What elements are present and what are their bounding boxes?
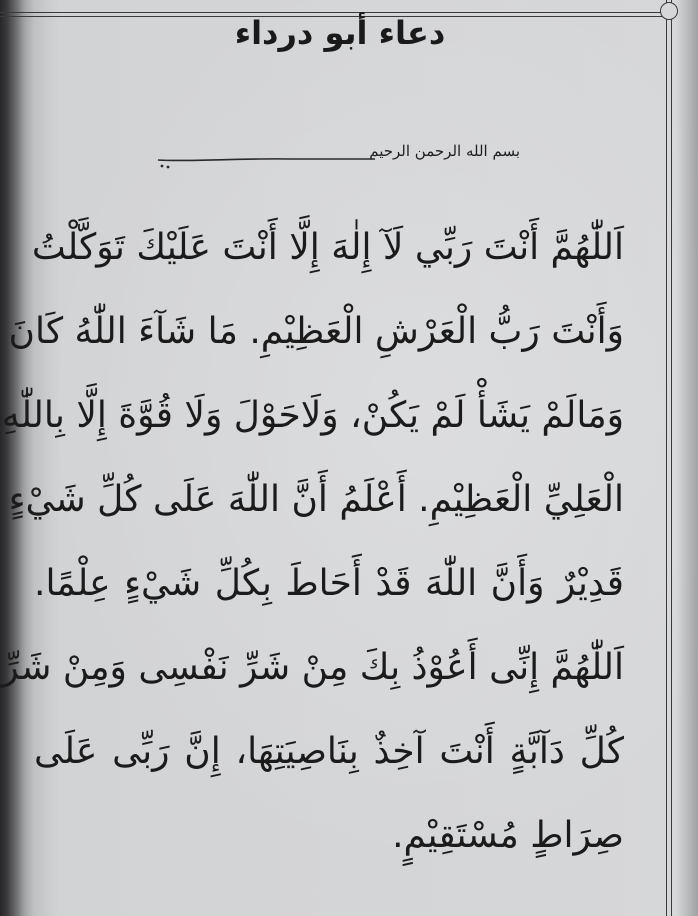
dua-line: الْعَلِيِّ الْعَظِيْمِ. أَعْلَمُ أَنَّ اللّٰهَ عَلَى كُلِّ شَيْءٍ (8, 479, 624, 520)
basmala-calligraphy (150, 136, 520, 176)
dua-line: صِرَاطٍ مُسْتَقِيْمٍ. (392, 815, 624, 856)
basmala-text: بسم الله الرحمن الرحيم (369, 142, 520, 160)
dua-line: وَأَنْتَ رَبُّ الْعَرْشِ الْعَظِيْمِ. مَا شَآءَ اللّٰهُ كَانَ (8, 311, 624, 352)
dua-line: قَدِيْرٌ وَأَنَّ اللّٰهَ قَدْ أَحَاطَ بِكُلِّ شَيْءٍ عِلْمًا. (34, 563, 624, 604)
dua-line: كُلِّ دَآبَّةٍ أَنْتَ آخِذٌ بِنَاصِيَتِهَا، إِنَّ رَبِّى عَلَى (34, 731, 624, 772)
page-border-right (666, 0, 672, 916)
page-edge-shadow (676, 0, 698, 916)
dua-line: اَللّٰهُمَّ إِنِّى أَعُوْذُ بِكَ مِنْ شَرِّ نَفْسِى وَمِنْ شَرِّ (1, 647, 624, 688)
dua-line: اَللّٰهُمَّ أَنْتَ رَبِّي لَآ إِلٰهَ إِلَّا أَنْتَ عَلَيْكَ تَوَكَّلْتُ (31, 227, 624, 268)
page-title: دعاء أبو درداء (234, 14, 446, 52)
dua-line: وَمَالَمْ يَشَأْ لَمْ يَكُنْ، وَلَاحَوْلَ وَلَا قُوَّةَ إِلَّا بِاللّٰهِ (1, 395, 624, 436)
dua-text (1, 206, 624, 878)
